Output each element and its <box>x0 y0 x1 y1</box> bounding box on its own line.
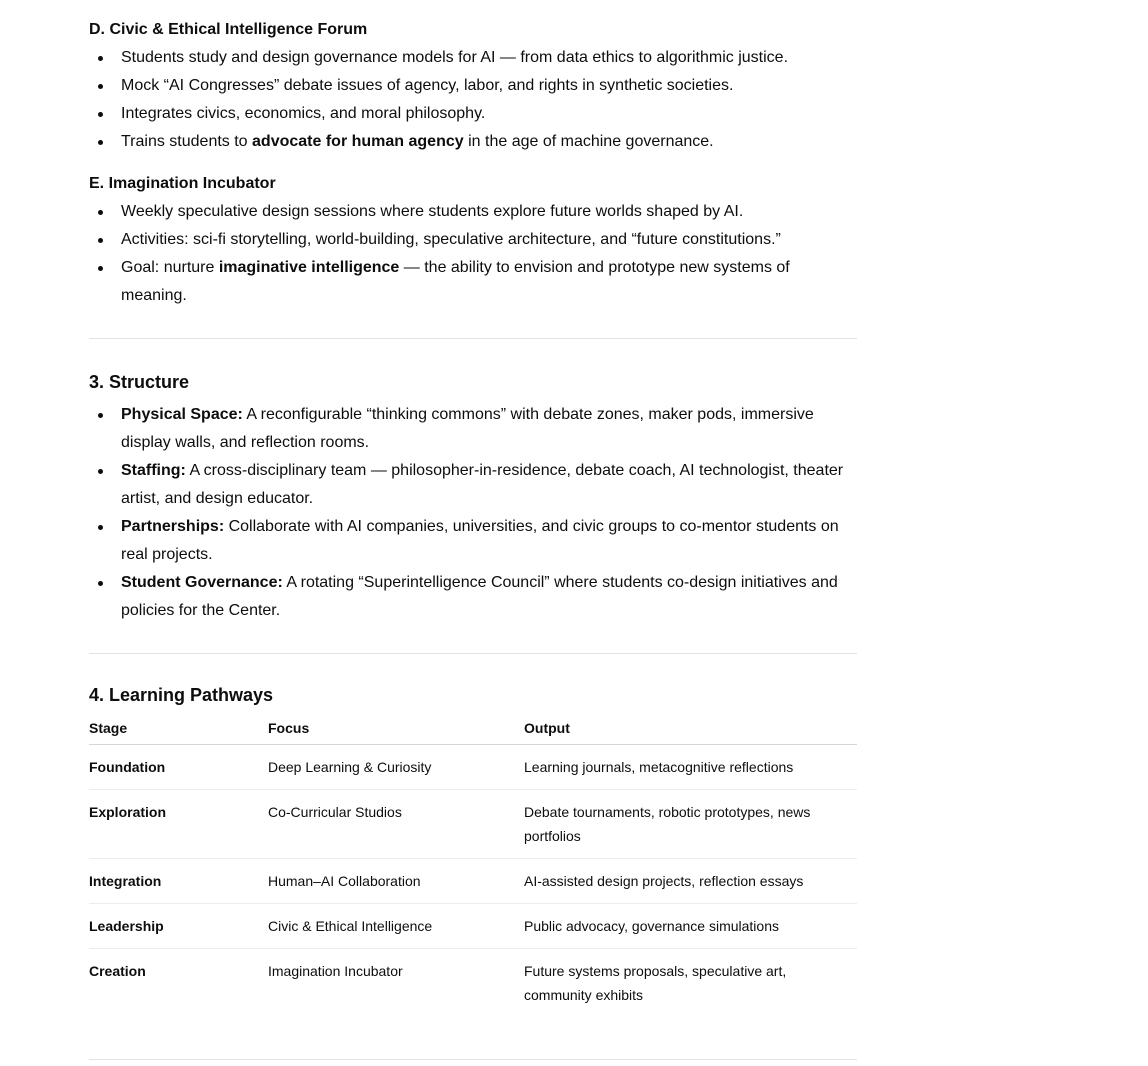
table-row <box>89 790 857 859</box>
list-item: Activities: sci-fi storytelling, world-building, speculative architecture, and “future constitutions.” <box>89 226 857 254</box>
focus-cell: Co-Curricular Studios <box>268 790 524 859</box>
output-cell: Public advocacy, governance simulations <box>524 904 857 949</box>
column-header-output: Output <box>524 714 857 745</box>
table-header-row <box>89 714 857 745</box>
list-item: Trains students to advocate for human agency in the age of machine governance. <box>89 128 857 156</box>
list-item: Goal: nurture imaginative intelligence — the ability to envision and prototype new systems of meaning. <box>89 254 857 310</box>
table-row <box>89 949 857 1018</box>
output-cell: AI-assisted design projects, reflection essays <box>524 859 857 904</box>
list-item: Weekly speculative design sessions where students explore future worlds shaped by AI. <box>89 198 857 226</box>
output-cell: Debate tournaments, robotic prototypes, news portfolios <box>524 790 857 859</box>
output-cell: Learning journals, metacognitive reflections <box>524 745 857 790</box>
structure-list <box>89 401 857 625</box>
focus-cell: Human–AI Collaboration <box>268 859 524 904</box>
document-body <box>89 0 857 1060</box>
output-cell: Future systems proposals, speculative art, community exhibits <box>524 963 787 1003</box>
focus-cell: Deep Learning & Curiosity <box>268 745 524 790</box>
list-item: Partnerships: Collaborate with AI companies, universities, and civic groups to co-mentor students on real projects. <box>89 513 857 569</box>
structure-heading: 3. Structure <box>89 372 190 392</box>
list-item: Students study and design governance models for AI — from data ethics to algorithmic justice. <box>89 44 857 72</box>
list-item: Student Governance: A rotating “Superintelligence Council” where students co-design initiatives and policies for the Center. <box>89 569 857 625</box>
focus-cell: Civic & Ethical Intelligence <box>268 904 524 949</box>
stage-cell: Foundation <box>89 745 268 790</box>
list-item: Physical Space: A reconfigurable “thinking commons” with debate zones, maker pods, immersive display walls, and reflection rooms. <box>89 401 857 457</box>
section-e-heading: E. Imagination Incubator <box>89 175 276 192</box>
divider <box>89 1059 857 1060</box>
section-e-list <box>89 198 857 310</box>
stage-cell: Integration <box>89 859 268 904</box>
column-header-focus: Focus <box>268 714 524 745</box>
list-item: Staffing: A cross-disciplinary team — philosopher-in-residence, debate coach, AI technologist, theater artist, and design educator. <box>89 457 857 513</box>
table-row <box>89 859 857 904</box>
stage-cell: Leadership <box>89 904 268 949</box>
list-item: Mock “AI Congresses” debate issues of agency, labor, and rights in synthetic societies. <box>89 72 857 100</box>
section-d-list <box>89 44 857 156</box>
column-header-stage: Stage <box>89 714 268 745</box>
table-row <box>89 904 857 949</box>
focus-cell: Imagination Incubator <box>268 963 403 979</box>
stage-cell: Creation <box>89 963 146 979</box>
pathways-heading: 4. Learning Pathways <box>89 685 274 705</box>
table-row <box>89 745 857 790</box>
section-d-heading: D. Civic & Ethical Intelligence Forum <box>89 21 368 38</box>
pathways-table <box>89 714 857 1017</box>
stage-cell: Exploration <box>89 790 268 859</box>
list-item: Integrates civics, economics, and moral philosophy. <box>89 100 857 128</box>
